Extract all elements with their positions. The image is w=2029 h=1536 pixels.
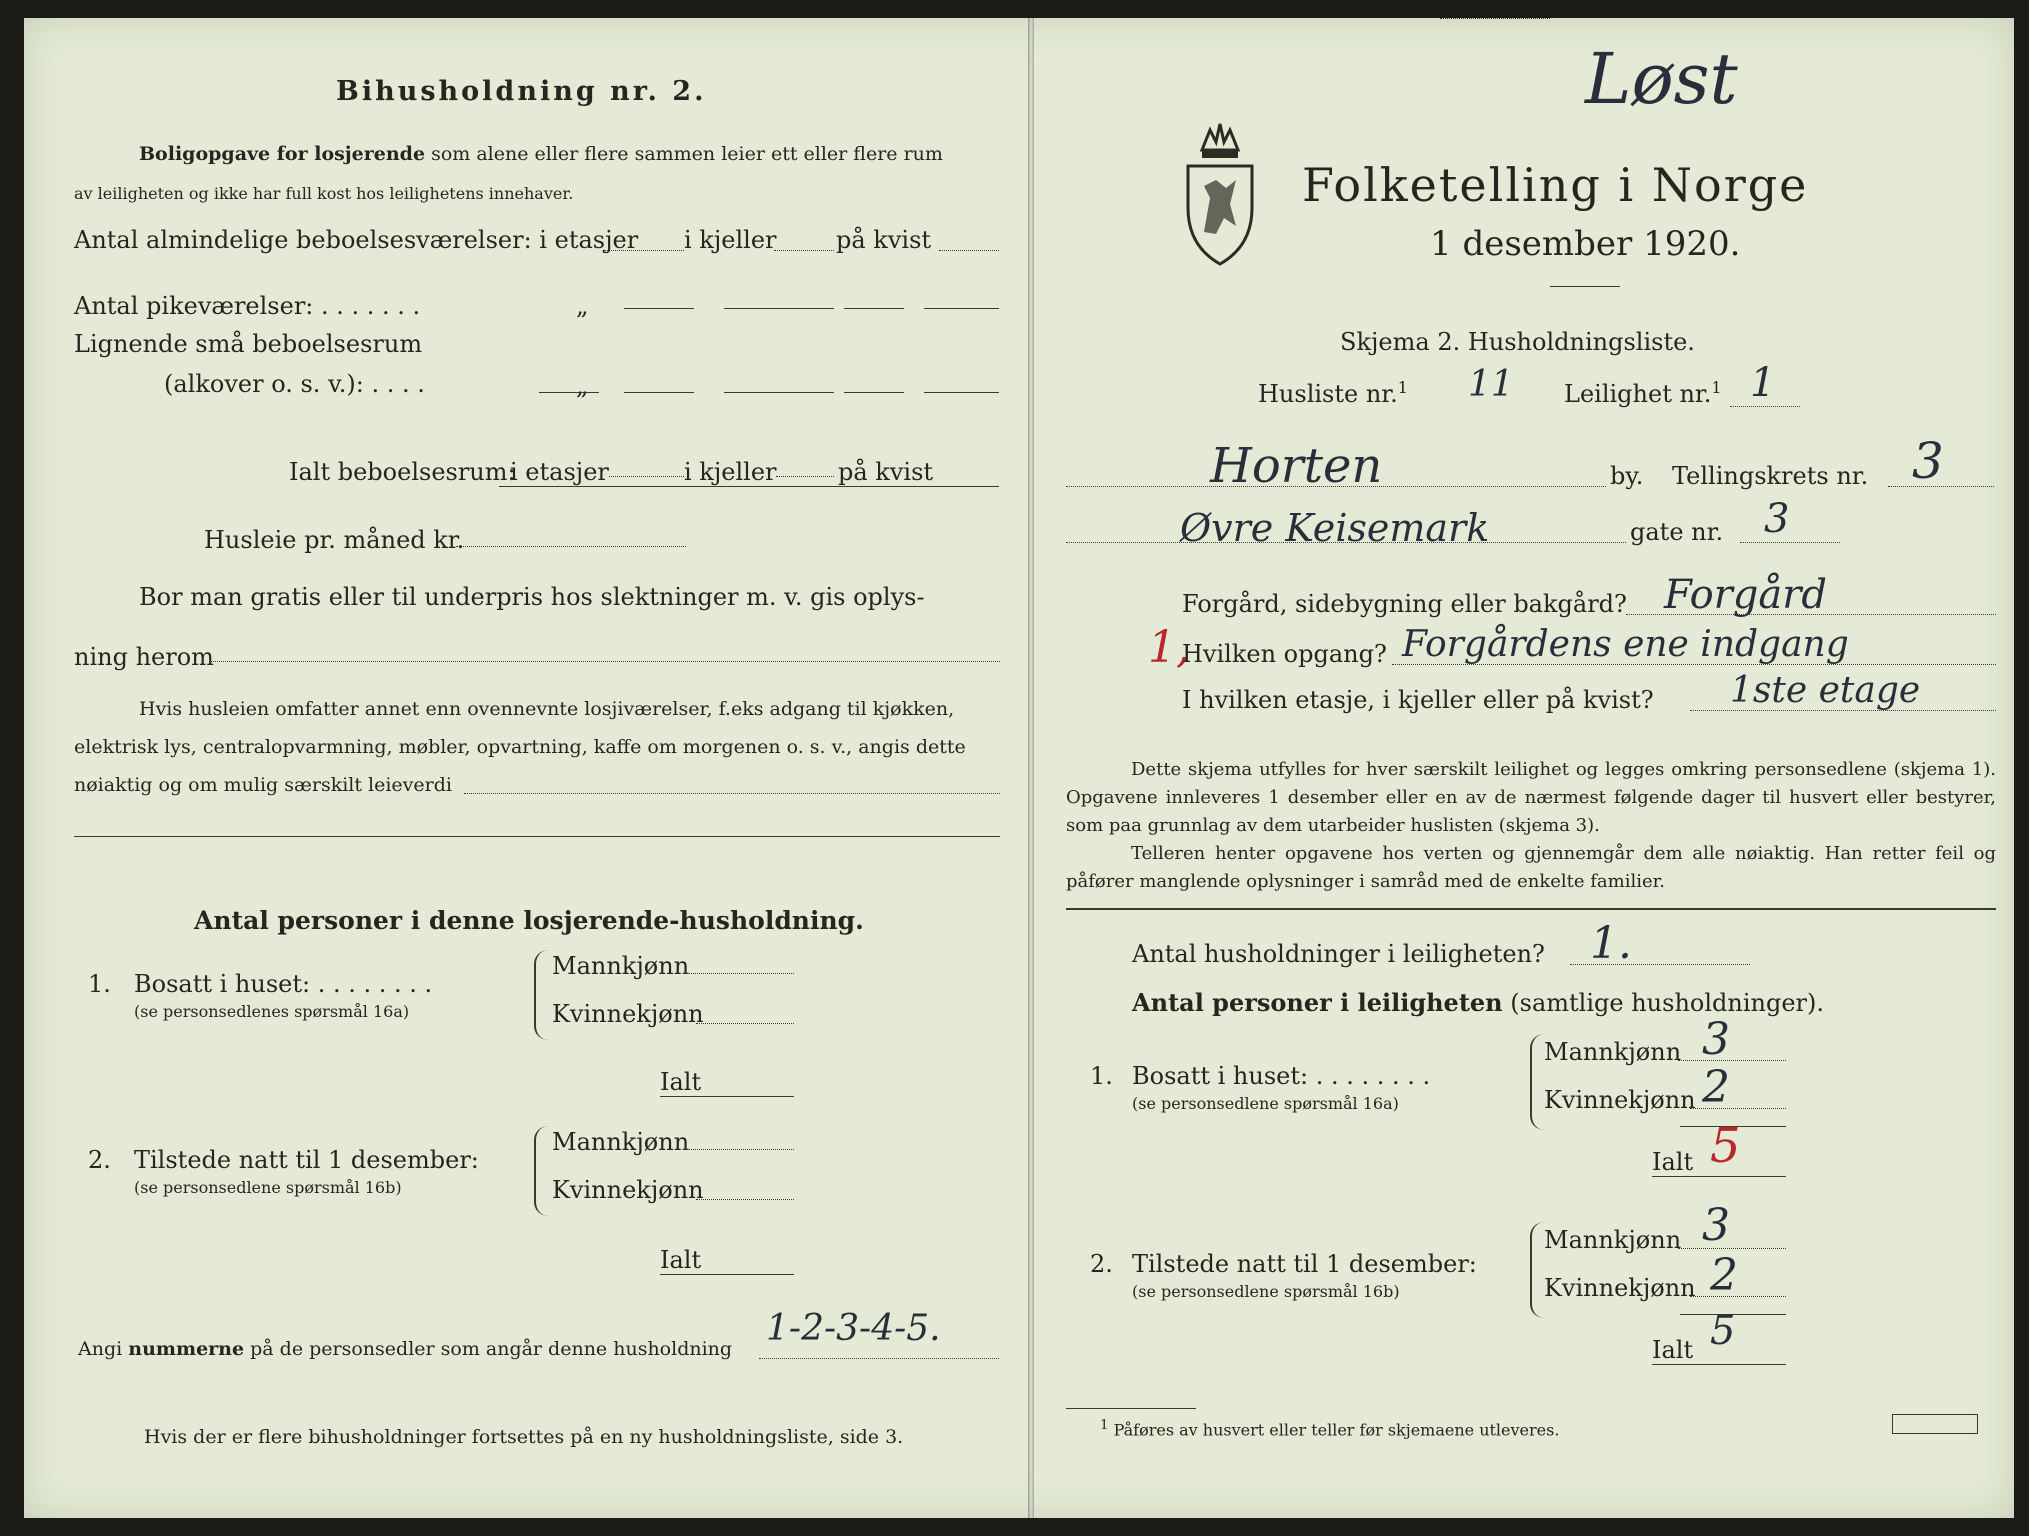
forgard-value: Forgård	[1664, 572, 1827, 618]
left-tilstede-kvinne-label: Kvinnekjønn	[552, 1176, 704, 1204]
intro-line-1	[139, 143, 943, 165]
right-tilstede-note: (se personsedlene spørsmål 16b)	[1132, 1282, 1400, 1301]
footnote-rule	[1066, 1408, 1196, 1409]
bor-man-line-1: Bor man gratis eller til underpris hos slektninger m. v. gis oplys-	[139, 583, 925, 611]
right-tilstede-label: Tilstede natt til 1 desember:	[1132, 1250, 1477, 1278]
ialt-rum-kjeller-field[interactable]	[776, 476, 834, 477]
left-tilstede-ialt-label: Ialt	[660, 1246, 702, 1274]
opgang-red-mark: 1,	[1148, 622, 1190, 673]
lign-field-d[interactable]	[844, 392, 904, 393]
ialt-rum-label: Ialt beboelsesrum:	[289, 458, 516, 486]
opgang-value: Forgårdens ene indgang	[1402, 624, 1849, 665]
antal-hush-label: Antal husholdninger i leiligheten?	[1132, 940, 1545, 968]
census-form-sheet	[24, 18, 2014, 1518]
angi-pre: Angi	[78, 1338, 123, 1360]
ialt-rum-kvist: på kvist	[838, 458, 934, 486]
lign-field-e[interactable]	[924, 392, 999, 393]
right-tilstede-num: 2.	[1090, 1250, 1113, 1278]
left-bosatt-kvinne-label: Kvinnekjønn	[552, 1000, 704, 1028]
hvis-line-2: elektrisk lys, centralopvarmning, møbler, opvartning, kaffe om morgenen o. s. v., angis dette	[74, 736, 966, 758]
angi-handwritten-value: 1-2-3-4-5.	[766, 1308, 941, 1349]
pike-kjeller-field[interactable]	[724, 308, 774, 309]
instructions-2: Telleren henter opgavene hos verten og gjennemgår dem alle nøiaktig. Han retter feil og påfører manglende oplysninger i samråd med de enkelte familier.	[1066, 843, 1996, 892]
right-bosatt-mann-field[interactable]	[1678, 1060, 1786, 1061]
ialt-rum-kjeller: i kjeller	[684, 458, 777, 486]
gate-field[interactable]	[1066, 542, 1626, 543]
right-bosatt-ialt-label: Ialt	[1652, 1148, 1694, 1176]
intro-bold: Boligopgave for losjerende	[139, 143, 426, 165]
bor-man-line-2: ning herom	[74, 643, 214, 671]
right-bosatt-note: (se personsedlene spørsmål 16a)	[1132, 1094, 1399, 1113]
lign-label-2: (alkover o. s. v.): . . . .	[164, 370, 425, 398]
bor-man-field[interactable]	[210, 661, 1000, 662]
rooms-kjeller-field[interactable]	[774, 250, 834, 251]
pike-ditto: „	[576, 292, 589, 320]
pike-kjeller-field-b[interactable]	[774, 308, 834, 309]
right-bosatt-num: 1.	[1090, 1062, 1113, 1090]
right-tilstede-mann-value: 3	[1702, 1200, 1730, 1251]
left-tilstede-num: 2.	[88, 1146, 111, 1174]
antal-pers-line	[1132, 988, 1824, 1017]
husleie-field[interactable]	[456, 546, 686, 547]
left-title: Bihusholdning nr. 2.	[336, 76, 707, 107]
right-title: Folketelling i Norge	[1302, 158, 1809, 212]
printer-mark-icon	[1892, 1414, 1978, 1434]
instructions-1: Dette skjema utfylles for hver særskilt leilighet og legges omkring personsedlene (skjema 1). Opgavene innleveres 1 desember eller en av de nærmest følgende dager til husvert eller bestyrer, som paa grunnlag av dem utarbeider huslisten (skjema 3).	[1066, 759, 1996, 836]
right-bosatt-ialt-value: 5	[1710, 1118, 1741, 1174]
left-tilstede-kvinne-field[interactable]	[696, 1199, 794, 1200]
right-tilstede-ialt-value: 5	[1710, 1308, 1736, 1354]
by-label: by.	[1610, 462, 1644, 490]
rooms-label: Antal almindelige beboelsesværelser: i etasjer	[74, 226, 639, 254]
left-tilstede-note: (se personsedlene spørsmål 16b)	[134, 1178, 402, 1197]
by-field[interactable]	[1066, 486, 1606, 487]
angi-rest: på de personsedler som angår denne husholdning	[250, 1338, 733, 1360]
lign-field-a[interactable]	[539, 392, 599, 393]
leilighet-sup: 1	[1711, 378, 1722, 397]
skjema-label: Skjema 2. Husholdningsliste.	[1340, 328, 1695, 356]
left-tilstede-label: Tilstede natt til 1 desember:	[134, 1146, 479, 1174]
pike-label: Antal pikeværelser: . . . . . . .	[74, 292, 421, 320]
left-bosatt-note: (se personsedlenes spørsmål 16a)	[134, 1002, 410, 1021]
stamp-handwritten: Løst	[1585, 38, 1738, 120]
right-tilstede-kvinne-label: Kvinnekjønn	[1544, 1274, 1696, 1302]
etasje-label: I hvilken etasje, i kjeller eller på kvist?	[1182, 686, 1654, 714]
lign-label-1: Lignende små beboelsesrum	[74, 330, 423, 358]
husliste-label-text: Husliste nr.	[1258, 380, 1398, 408]
leilighet-label-text: Leilighet nr.	[1564, 380, 1712, 408]
left-bosatt-label: Bosatt i huset: . . . . . . . .	[134, 970, 433, 998]
pike-kvist-field[interactable]	[844, 308, 904, 309]
intro-line-2: av leiligheten og ikke har full kost hos leilighetens innehaver.	[74, 184, 574, 203]
right-tilstede-mann-label: Mannkjønn	[1544, 1226, 1682, 1254]
right-date: 1 desember 1920.	[1430, 224, 1741, 264]
husliste-field[interactable]	[1440, 18, 1550, 19]
pike-kvist-field-b[interactable]	[924, 308, 999, 309]
antal-pers-bold: Antal personer i leiligheten	[1132, 988, 1503, 1017]
husleie-label: Husleie pr. måned kr.	[204, 526, 465, 554]
left-bosatt-mann-field[interactable]	[684, 973, 794, 974]
angi-bold: nummerne	[128, 1338, 245, 1360]
date-rule	[1550, 286, 1620, 287]
angi-field[interactable]	[759, 1358, 999, 1359]
right-tilstede-kvinne-field[interactable]	[1690, 1296, 1786, 1297]
right-tilstede-ialt-label: Ialt	[1652, 1336, 1694, 1364]
leilighet-label	[1564, 378, 1722, 408]
right-bosatt-kvinne-label: Kvinnekjønn	[1544, 1086, 1696, 1114]
rooms-etasjer-field[interactable]	[604, 250, 684, 251]
krets-label: Tellingskrets nr.	[1672, 462, 1869, 490]
lign-field-c[interactable]	[724, 392, 834, 393]
lign-ditto: „	[576, 372, 589, 400]
lign-field-b[interactable]	[624, 392, 694, 393]
angi-line	[78, 1338, 732, 1360]
husliste-label	[1258, 378, 1408, 408]
instructions-rule	[1066, 908, 1996, 910]
right-bosatt-ialt-field[interactable]	[1652, 1176, 1786, 1177]
antal-title: Antal personer i denne losjerende-husholdning.	[194, 906, 864, 935]
ialt-rum-etasjer: i etasjer	[510, 458, 609, 486]
forgard-label: Forgård, sidebygning eller bakgård?	[1182, 590, 1627, 618]
left-bosatt-kvinne-field[interactable]	[696, 1023, 794, 1024]
flere-note: Hvis der er flere bihusholdninger fortsettes på en ny husholdningsliste, side 3.	[144, 1426, 904, 1448]
left-tilstede-mann-field[interactable]	[684, 1149, 794, 1150]
right-bosatt-label: Bosatt i huset: . . . . . . . .	[1132, 1062, 1431, 1090]
right-tilstede-kvinne-value: 2	[1710, 1250, 1738, 1301]
left-bosatt-num: 1.	[88, 970, 111, 998]
right-bosatt-mann-label: Mannkjønn	[1544, 1038, 1682, 1066]
left-bosatt-ialt-label: Ialt	[660, 1068, 702, 1096]
right-bosatt-mann-value: 3	[1702, 1014, 1730, 1065]
left-bosatt-brace	[534, 950, 550, 1040]
etasje-value: 1ste etage	[1730, 670, 1921, 711]
rooms-kvist-label: på kvist	[836, 226, 932, 254]
antal-pers-rest: (samtlige husholdninger).	[1510, 989, 1825, 1017]
left-tilstede-mann-label: Mannkjønn	[552, 1128, 690, 1156]
gate-nr-field[interactable]	[1740, 542, 1840, 543]
rooms-kjeller-label: i kjeller	[684, 226, 777, 254]
rooms-kvist-field[interactable]	[939, 250, 999, 251]
coat-of-arms-icon	[1180, 108, 1260, 268]
ialt-rum-underline	[499, 486, 999, 487]
hvis-field-2[interactable]	[74, 836, 1000, 837]
footnote-text: Påføres av husvert eller teller før skjemaene utleveres.	[1113, 1420, 1560, 1440]
right-tilstede-mann-field[interactable]	[1678, 1248, 1786, 1249]
right-bosatt-kvinne-value: 2	[1702, 1062, 1730, 1113]
hvis-line-3: nøiaktig og om mulig særskilt leieverdi	[74, 774, 452, 796]
gate-nr-value: 3	[1764, 496, 1790, 542]
pike-etasjer-field[interactable]	[624, 308, 694, 309]
husliste-value: 11	[1468, 364, 1514, 405]
gate-value: Øvre Keisemark	[1180, 506, 1490, 550]
ialt-rum-etasjer-field[interactable]	[609, 476, 684, 477]
footnote	[1100, 1418, 1559, 1439]
right-page	[1030, 18, 2014, 1518]
by-value: Horten	[1210, 438, 1383, 494]
leilighet-value: 1	[1750, 360, 1776, 406]
left-bosatt-ialt-field[interactable]	[660, 1096, 794, 1097]
husliste-sup: 1	[1397, 378, 1408, 397]
intro-rest: som alene eller flere sammen leier ett eller flere rum	[431, 143, 943, 165]
hvis-line-1: Hvis husleien omfatter annet enn ovennevnte losjiværelser, f.eks adgang til kjøkken,	[139, 698, 955, 720]
left-bosatt-mann-label: Mannkjønn	[552, 952, 690, 980]
left-page	[24, 18, 1030, 1518]
footnote-sup: 1	[1100, 1418, 1109, 1433]
hvis-field[interactable]	[464, 793, 1000, 794]
leilighet-field[interactable]	[1730, 406, 1800, 407]
left-tilstede-brace	[534, 1126, 550, 1216]
gate-label: gate nr.	[1630, 518, 1724, 546]
antal-hush-value: 1.	[1590, 918, 1632, 969]
right-tilstede-ialt-field[interactable]	[1652, 1364, 1786, 1365]
left-tilstede-ialt-field[interactable]	[660, 1274, 794, 1275]
krets-value: 3	[1912, 432, 1944, 490]
opgang-label: Hvilken opgang?	[1182, 640, 1387, 668]
